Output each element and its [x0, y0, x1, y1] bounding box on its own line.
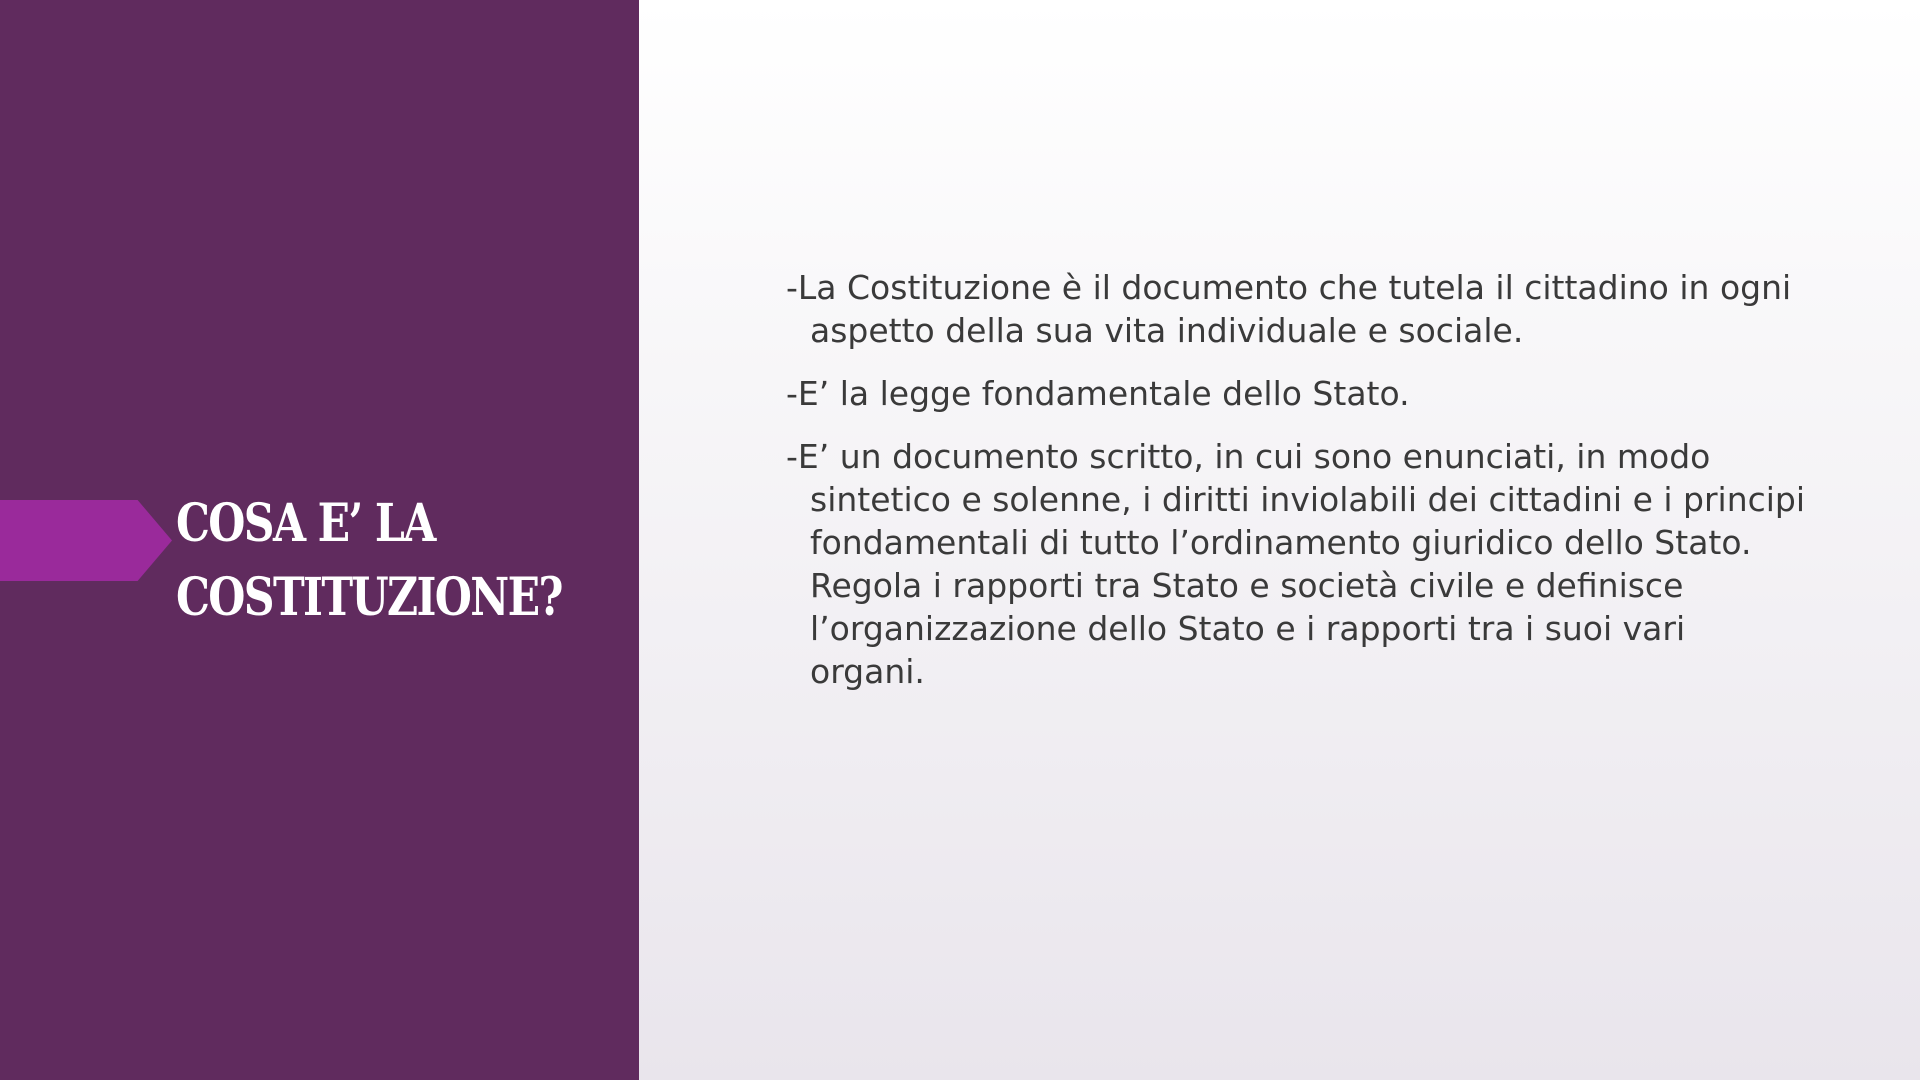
- paragraph-item: - E’ la legge fondamentale dello Stato.: [786, 372, 1806, 415]
- arrow-accent-shape: [0, 500, 172, 581]
- content-list: [786, 266, 1806, 713]
- slide-title: COSA E’ LA COSTITUZIONE?: [176, 493, 562, 628]
- paragraph-item: - E’ un documento scritto, in cui sono enunciati, in modo sintetico e solenne, i diritti inviolabili dei cittadini e i principi fondamentali di tutto l’ordinamento giuridico dello Stato. Regola i rapporti tra Stato e società civile e definisce l’organizzazione dello Stato e i rapporti tra i suoi vari organi.: [786, 435, 1806, 693]
- paragraph-item: - La Costituzione è il documento che tutela il cittadino in ogni aspetto della sua vita individuale e sociale.: [786, 266, 1806, 352]
